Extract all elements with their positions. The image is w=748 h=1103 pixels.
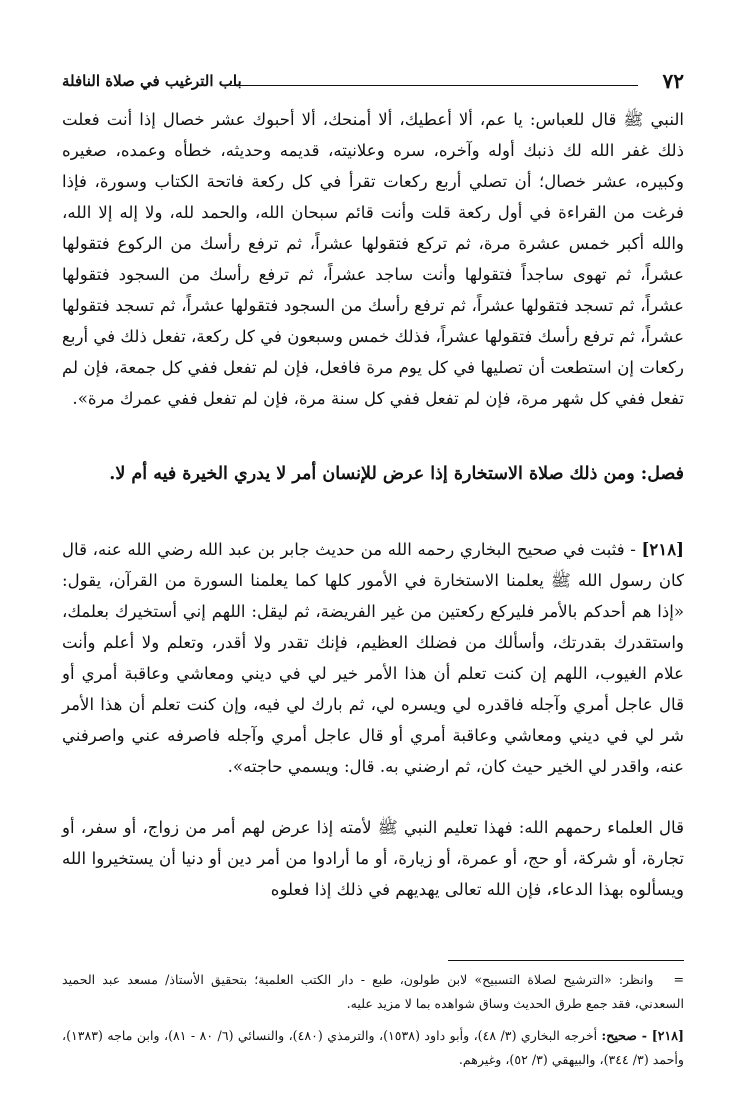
paragraph-scholars-comment: قال العلماء رحمهم الله: فهذا تعليم النبي ﷺ لأمته إذا عرض لهم أمر من زواج، أو سفر، أو تجارة، أو شركة، أو حج، أو عمرة، أو زيارة، أو ما أرادوا من أمر دين أو دنيا أن يستخيروا الله ويسألوه بهذا الدعاء، فإن الله تعالى يهديهم في ذلك إذا فعلوه (62, 818, 684, 899)
istikhara-text: - فثبت في صحيح البخاري رحمه الله من حديث جابر بن عبد الله رضي الله عنه، قال كان رسول الله ﷺ يعلمنا الاستخارة في الأمور كلها كما يعلمنا السورة من القرآن، يقول: «إذا هم أحدكم بالأمر فليركع ركعتين من غير الفريضة، ثم ليقل: اللهم إني أستخيرك بعلمك، واستقدرك بقدرتك، وأسألك من فضلك العظيم، فإنك تقدر ولا أقدر، وتعلم ولا أعلم وأنت علام الغيوب، اللهم إن كنت تعلم أن هذا الأمر خير لي في ديني ومعاشي وعاقبة أمري أو قال عاجل أمري وآجله فاقدره لي ويسره لي، ثم بارك لي فيه، وإن كنت تعلم أن هذا الأمر شر لي في ديني ومعاشي وعاقبة أمري أو قال عاجل أمري وآجله فاصرفه عني واصرفني عنه، واقدر لي الخير حيث كان، ثم ارضني به. قال: ويسمي حاجته». (62, 540, 685, 776)
footnote-rule (448, 960, 684, 961)
footnote-2-lead: [٢١٨] - صحيح: (601, 1028, 684, 1043)
page-number: ٧٢ (662, 69, 684, 93)
paragraph-istikhara-hadith (62, 534, 684, 782)
header-rule (230, 85, 638, 86)
footnote-1-text: وانظر: «الترشيح لصلاة التسبيح» لابن طولون، طبع - دار الكتب العلمية؛ بتحقيق الأستاذ/ مسعد عبد الحميد السعدني، فقد جمع طرق الحديث وساق شواهده بما لا مزيد عليه. (62, 972, 684, 1011)
hadith-number: [٢١٨] (641, 539, 684, 559)
continuation-marker: = (673, 972, 684, 987)
footnote-1 (62, 968, 684, 1016)
section-heading: فصل: ومن ذلك صلاة الاستخارة إذا عرض للإنسان أمر لا يدري الخيرة فيه أم لا. (109, 464, 684, 484)
running-title: باب الترغيب في صلاة النافلة (62, 72, 242, 90)
footnote-2-text: أخرجه البخاري (٣/ ٤٨)، وأبو داود (١٥٣٨)، والترمذي (٤٨٠)، والنسائي (٦/ ٨٠ - ٨١)، وابن ماجه (١٣٨٣)، وأحمد (٣/ ٣٤٤)، والبيهقي (٣/ ٥٢)، وغيرهم. (62, 1028, 684, 1067)
page-header (62, 68, 684, 96)
footnote-2 (62, 1024, 684, 1072)
paragraph-tasbih-hadith: النبي ﷺ قال للعباس: يا عم، ألا أعطيك، ألا أمنحك، ألا أحبوك عشر خصال إذا أنت فعلت ذلك غفر الله لك ذنبك أوله وآخره، سره وعلانيته، قديمه وحديثه، خطأه وعمده، صغيره وكبيره، عشر خصال؛ أن تصلي أربع ركعات تقرأ في كل ركعة فاتحة الكتاب وسورة، فإذا فرغت من القراءة في أول ركعة قلت وأنت قائم سبحان الله، والحمد لله، ولا إله إلا الله، والله أكبر خمس عشرة مرة، ثم تركع فتقولها عشراً، ثم ترفع رأسك من الركوع فتقولها عشراً، ثم تهوى ساجداً فتقولها وأنت ساجد عشراً، ثم ترفع رأسك من السجود فتقولها عشراً، ثم تسجد فتقولها عشراً، ثم ترفع رأسك من السجود فتقولها عشراً، ثم تسجد فتقولها عشراً، ثم ترفع رأسك فتقولها عشراً، فذلك خمس وسبعون في كل ركعة، تفعل ذلك في أربع ركعات إن استطعت أن تصليها في كل يوم مرة فافعل، فإن لم تفعل ففي كل جمعة، فإن لم تفعل ففي كل شهر مرة، فإن لم تفعل ففي كل سنة مرة، فإن لم تفعل ففي عمرك مرة». (62, 110, 684, 408)
